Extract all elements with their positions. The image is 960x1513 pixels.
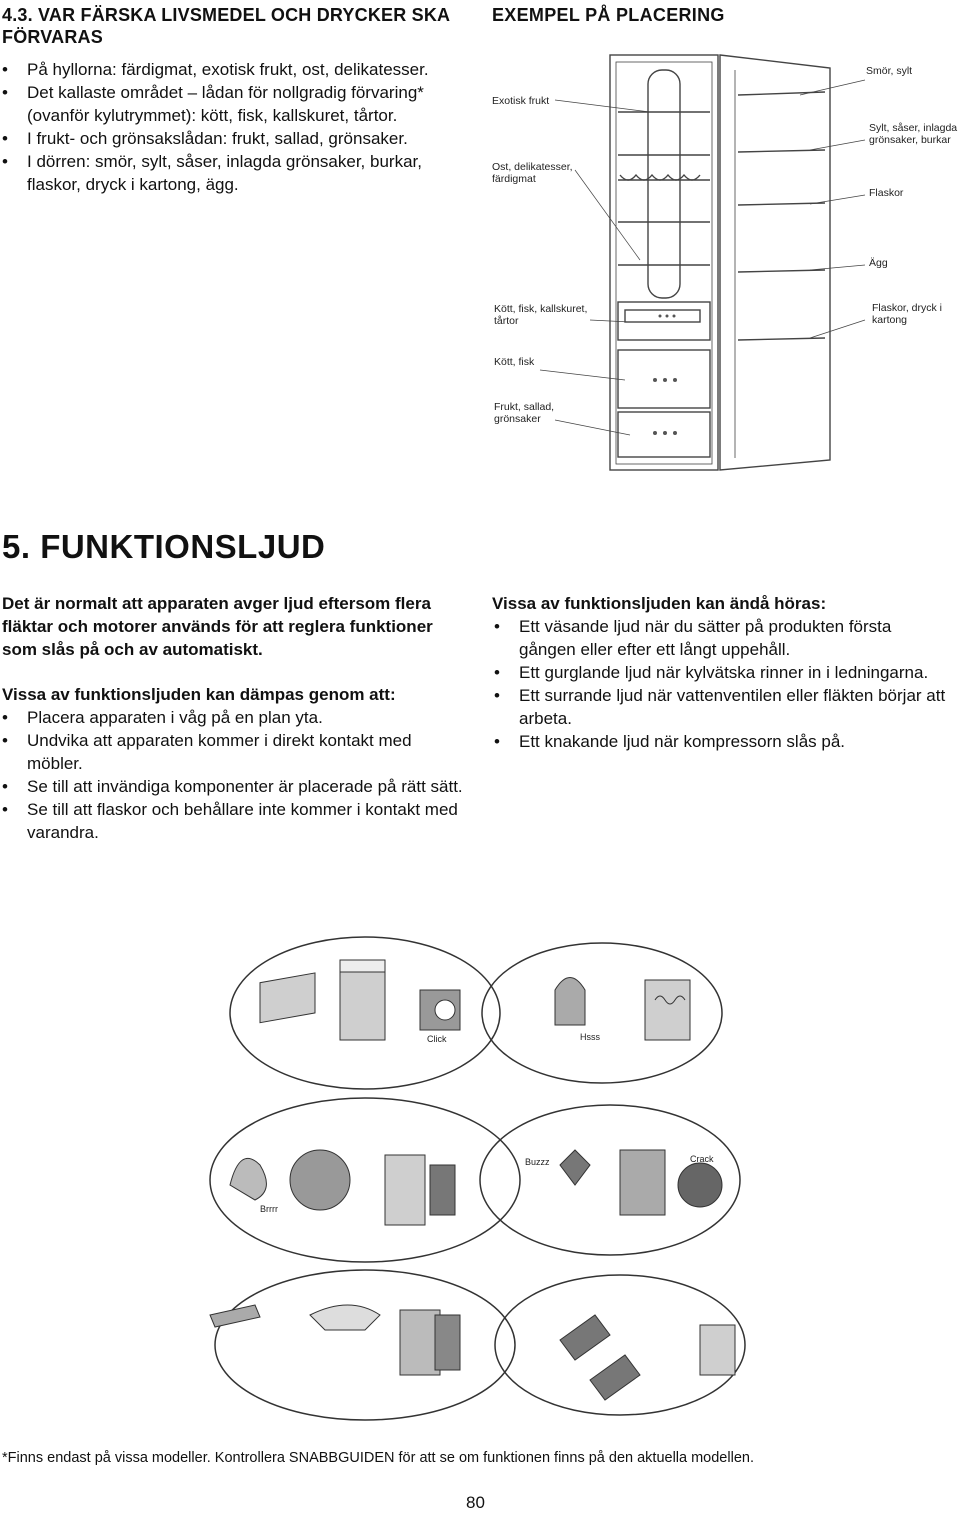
list-item: • Det kallaste området – lådan för nollgradig förvaring* (ovanför kylutrymmet): kött, fisk, kallskuret, tårtor.: [0, 81, 470, 127]
label-ost: Ost, delikatesser, färdigmat: [492, 161, 573, 185]
illustration-gurgle: [215, 1270, 515, 1420]
list-item: • I frukt- och grönsakslådan: frukt, sallad, grönsaker.: [0, 127, 470, 150]
caption-hsss: Hsss: [580, 1032, 600, 1042]
heard-heading: Vissa av funktionsljuden kan ändå höras:: [492, 594, 827, 613]
list-item: • Se till att flaskor och behållare inte kommer i kontakt med varandra.: [0, 798, 470, 844]
heard-list: [492, 615, 952, 753]
sound-illustrations: [190, 930, 750, 1430]
example-heading: EXEMPEL PÅ PLACERING: [492, 5, 725, 25]
page-number: 80: [466, 1493, 485, 1512]
storage-list: [0, 58, 470, 196]
label-agg: Ägg: [869, 257, 888, 269]
list-item: • I dörren: smör, sylt, såser, inlagda grönsaker, burkar, flaskor, dryck i kartong, ägg.: [0, 150, 470, 196]
list-item: • Ett surrande ljud när vattenventilen eller fläkten börjar att arbeta.: [492, 684, 952, 730]
label-flaskor-dryck: Flaskor, dryck i kartong: [872, 302, 943, 326]
label-exotisk-frukt: Exotisk frukt: [492, 95, 550, 107]
dampen-heading: Vissa av funktionsljuden kan dämpas genom att:: [2, 685, 396, 704]
label-kott-fisk-kallskuret: Kött, fisk, kallskuret, tårtor: [494, 303, 588, 327]
dampen-list: [0, 706, 470, 844]
label-smor-sylt: Smör, sylt: [866, 65, 913, 77]
list-item: • Placera apparaten i våg på en plan yta.: [0, 706, 470, 729]
label-sylt-saser: Sylt, såser, inlagda grönsaker, burkar: [869, 122, 958, 146]
list-item: • Ett knakande ljud när kompressorn slås på.: [492, 730, 952, 753]
caption-brrrr: Brrrr: [260, 1204, 278, 1214]
caption-buzzz: Buzzz: [525, 1157, 550, 1167]
caption-click: Click: [427, 1034, 447, 1044]
footnote: *Finns endast på vissa modeller. Kontrollera SNABBGUIDEN för att se om funktionen finns på den aktuella modellen.: [2, 1450, 754, 1466]
section-5-heading: 5. FUNKTIONSLJUD: [2, 528, 326, 565]
section-4-3-heading: 4.3. VAR FÄRSKA LIVSMEDEL OCH DRYCKER SKA FÖRVARAS: [2, 5, 450, 47]
label-flaskor: Flaskor: [869, 187, 904, 199]
list-item: • Se till att invändiga komponenter är placerade på rätt sätt.: [0, 775, 470, 798]
caption-crack: Crack: [690, 1154, 714, 1164]
label-frukt: Frukt, sallad, grönsaker: [494, 401, 555, 425]
list-item: • Undvika att apparaten kommer i direkt kontakt med möbler.: [0, 729, 470, 775]
section-5-intro: Det är normalt att apparaten avger ljud eftersom flera fläktar och motorer används för att reglera funktioner som slås på och av automatiskt.: [2, 594, 433, 659]
list-item: • Ett gurglande ljud när kylvätska rinner in i ledningarna.: [492, 661, 952, 684]
list-item: • Ett väsande ljud när du sätter på produkten första gången eller efter ett långt uppehåll.: [492, 615, 952, 661]
list-item: • På hyllorna: färdigmat, exotisk frukt, ost, delikatesser.: [0, 58, 470, 81]
label-kott-fisk: Kött, fisk: [494, 356, 535, 368]
